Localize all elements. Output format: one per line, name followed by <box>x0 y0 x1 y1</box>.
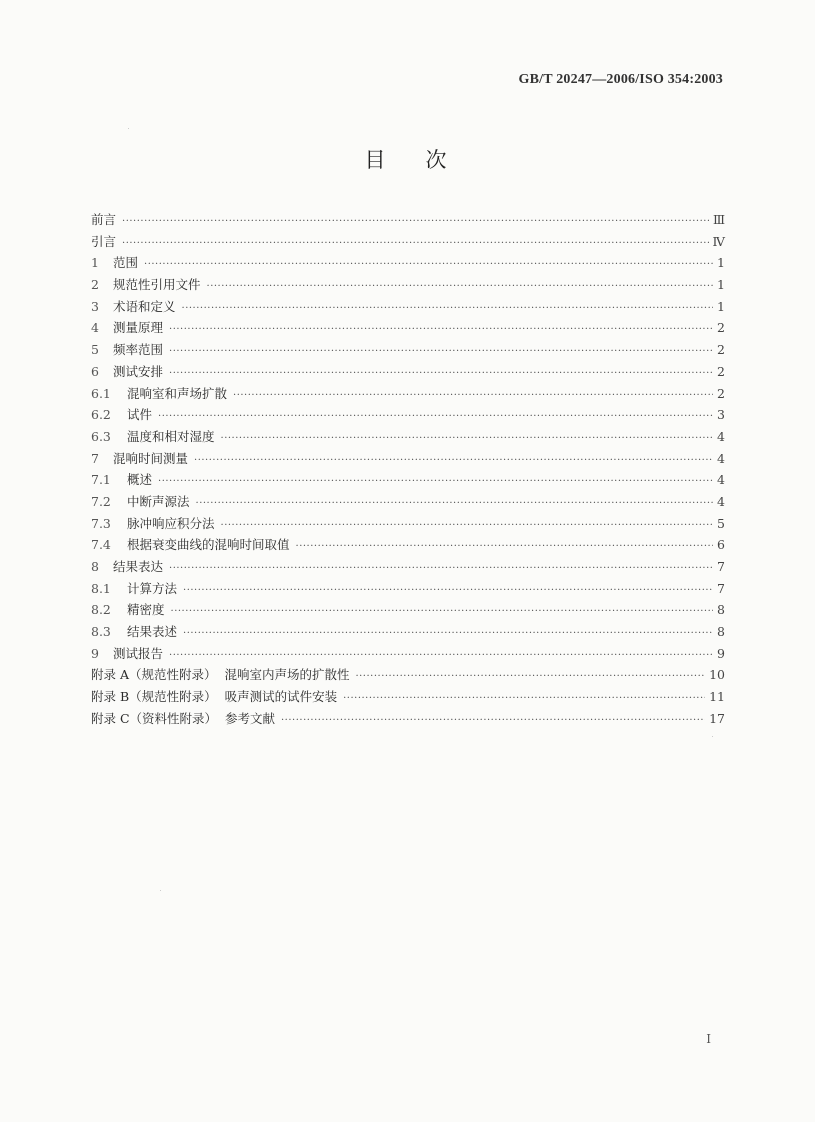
toc-leader-dots <box>221 428 713 450</box>
toc-leader-dots <box>144 254 713 276</box>
toc-entry-page: 4 <box>717 450 725 466</box>
toc-entry-label: 测试安排 <box>113 363 164 379</box>
toc-entry <box>91 578 725 600</box>
toc-entry-number: 7.2 <box>91 493 111 509</box>
toc-entry-number: 4 <box>91 320 99 336</box>
toc-entry-label: 引言 <box>91 233 117 249</box>
toc-leader-dots <box>169 319 713 341</box>
toc-entry-page: 2 <box>717 342 725 358</box>
toc-entry-page: 2 <box>717 385 725 401</box>
toc-entry-label: 中断声源法 <box>127 493 190 509</box>
toc-entry-page: 1 <box>717 298 725 314</box>
toc-entry <box>91 513 725 535</box>
toc-leader-dots <box>207 276 713 298</box>
toc-entry-label: 规范性引用文件 <box>113 277 201 293</box>
toc-entry <box>91 643 725 665</box>
toc-leader-dots <box>296 536 713 558</box>
toc-entry-page: 3 <box>717 407 725 423</box>
toc-entry <box>91 686 725 708</box>
toc-entry <box>91 491 725 513</box>
toc-entry-page: 6 <box>717 537 725 553</box>
toc-leader-dots <box>183 623 713 645</box>
toc-leader-dots <box>221 515 713 537</box>
toc-leader-dots <box>158 471 713 493</box>
toc-entry-page: 8 <box>717 602 725 618</box>
toc-leader-dots <box>355 666 705 688</box>
toc-entry <box>91 426 725 448</box>
toc-entry <box>91 534 725 556</box>
toc-entry-page: 7 <box>717 580 725 596</box>
toc-entry-number: 6.1 <box>91 385 111 401</box>
toc-leader-dots <box>343 688 705 710</box>
toc-entry <box>91 252 725 274</box>
toc-entry <box>91 448 725 470</box>
toc-entry-label: 试件 <box>127 407 153 423</box>
toc-leader-dots <box>158 406 713 428</box>
toc-entry-number: 8.3 <box>91 624 111 640</box>
toc-entry-number: 5 <box>91 342 99 358</box>
toc-leader-dots <box>183 580 713 602</box>
toc-entry-label: 术语和定义 <box>113 298 176 314</box>
toc-leader-dots <box>169 645 713 667</box>
toc-entry-page: 1 <box>717 255 725 271</box>
toc-entry-number: 1 <box>91 255 99 271</box>
toc-entry-page: 4 <box>717 493 725 509</box>
toc-entry-label: 混响时间测量 <box>113 450 189 466</box>
toc-leader-dots <box>169 558 713 580</box>
toc-entry-page: Ⅲ <box>712 212 725 227</box>
toc-entry-label: 温度和相对湿度 <box>127 428 215 444</box>
toc-entry-number: 3 <box>91 298 99 314</box>
toc-entry-number: 7.4 <box>91 537 111 553</box>
table-of-contents <box>91 209 725 730</box>
toc-entry-number: 6 <box>91 363 99 379</box>
toc-entry-page: 9 <box>717 645 725 661</box>
toc-entry-number: 8.2 <box>91 602 111 618</box>
toc-entry-label: 根据衰变曲线的混响时间取值 <box>127 537 290 553</box>
toc-entry <box>91 708 725 730</box>
toc-entry <box>91 621 725 643</box>
toc-entry <box>91 296 725 318</box>
toc-entry-label: 测量原理 <box>113 320 164 336</box>
toc-entry-number: 7.3 <box>91 515 111 531</box>
toc-entry-label: 结果表述 <box>127 624 178 640</box>
toc-entry <box>91 599 725 621</box>
toc-leader-dots <box>122 211 709 233</box>
toc-entry <box>91 556 725 578</box>
toc-entry-label: 前言 <box>91 212 117 227</box>
page-number: I <box>706 1032 711 1046</box>
toc-entry <box>91 404 725 426</box>
toc-entry-number: 6.3 <box>91 428 111 444</box>
toc-entry-label: 结果表达 <box>113 559 164 574</box>
page-title: 目次 <box>364 148 487 172</box>
toc-entry-number: 9 <box>91 645 99 661</box>
toc-leader-dots <box>196 493 713 515</box>
toc-entry <box>91 361 725 383</box>
toc-entry-label: 附录 C（资料性附录） 参考文献 <box>91 710 275 726</box>
toc-leader-dots <box>122 233 708 255</box>
toc-entry-number: 7 <box>91 450 99 466</box>
toc-entry <box>91 209 725 231</box>
toc-entry <box>91 664 725 686</box>
toc-entry-page: 11 <box>709 689 725 705</box>
toc-entry-label: 范围 <box>113 255 139 271</box>
toc-leader-dots <box>169 363 713 385</box>
toc-entry <box>91 274 725 296</box>
toc-entry-page: 4 <box>717 428 725 444</box>
toc-entry-label: 脉冲响应积分法 <box>127 515 215 531</box>
toc-entry-page: Ⅳ <box>712 233 725 249</box>
toc-entry-label: 混响室和声场扩散 <box>127 385 228 401</box>
toc-entry-number: 8.1 <box>91 580 111 596</box>
toc-entry <box>91 383 725 405</box>
toc-entry-label: 概述 <box>127 472 153 488</box>
toc-leader-dots <box>169 341 713 363</box>
toc-entry <box>91 317 725 339</box>
toc-entry-number: 6.2 <box>91 407 111 423</box>
standard-number: GB/T 20247—2006/ISO 354:2003 <box>518 72 723 87</box>
toc-entry-page: 10 <box>709 667 725 683</box>
toc-entry <box>91 469 725 491</box>
toc-leader-dots <box>233 385 713 407</box>
toc-entry-page: 1 <box>717 277 725 293</box>
toc-entry <box>91 339 725 361</box>
toc-leader-dots <box>194 450 713 472</box>
toc-entry-label: 附录 A（规范性附录） 混响室内声场的扩散性 <box>91 667 350 683</box>
toc-entry-page: 8 <box>717 624 725 640</box>
toc-leader-dots <box>281 710 705 732</box>
toc-entry-label: 精密度 <box>127 602 165 618</box>
toc-entry-page: 4 <box>717 472 725 488</box>
toc-entry-page: 17 <box>709 710 725 726</box>
toc-entry-page: 2 <box>717 363 725 379</box>
toc-entry-label: 附录 B（规范性附录） 吸声测试的试件安装 <box>91 689 338 705</box>
toc-entry-label: 测试报告 <box>113 645 164 661</box>
toc-entry-page: 5 <box>717 515 725 531</box>
toc-leader-dots <box>182 298 713 320</box>
toc-leader-dots <box>171 601 713 623</box>
toc-entry-label: 计算方法 <box>127 580 178 596</box>
toc-entry-page: 2 <box>717 320 725 336</box>
toc-entry-label: 频率范围 <box>113 342 164 358</box>
toc-entry-number: 8 <box>91 559 99 574</box>
toc-entry-number: 2 <box>91 277 99 293</box>
toc-entry-number: 7.1 <box>91 472 111 488</box>
toc-entry-page: 7 <box>717 559 725 574</box>
toc-entry <box>91 231 725 253</box>
